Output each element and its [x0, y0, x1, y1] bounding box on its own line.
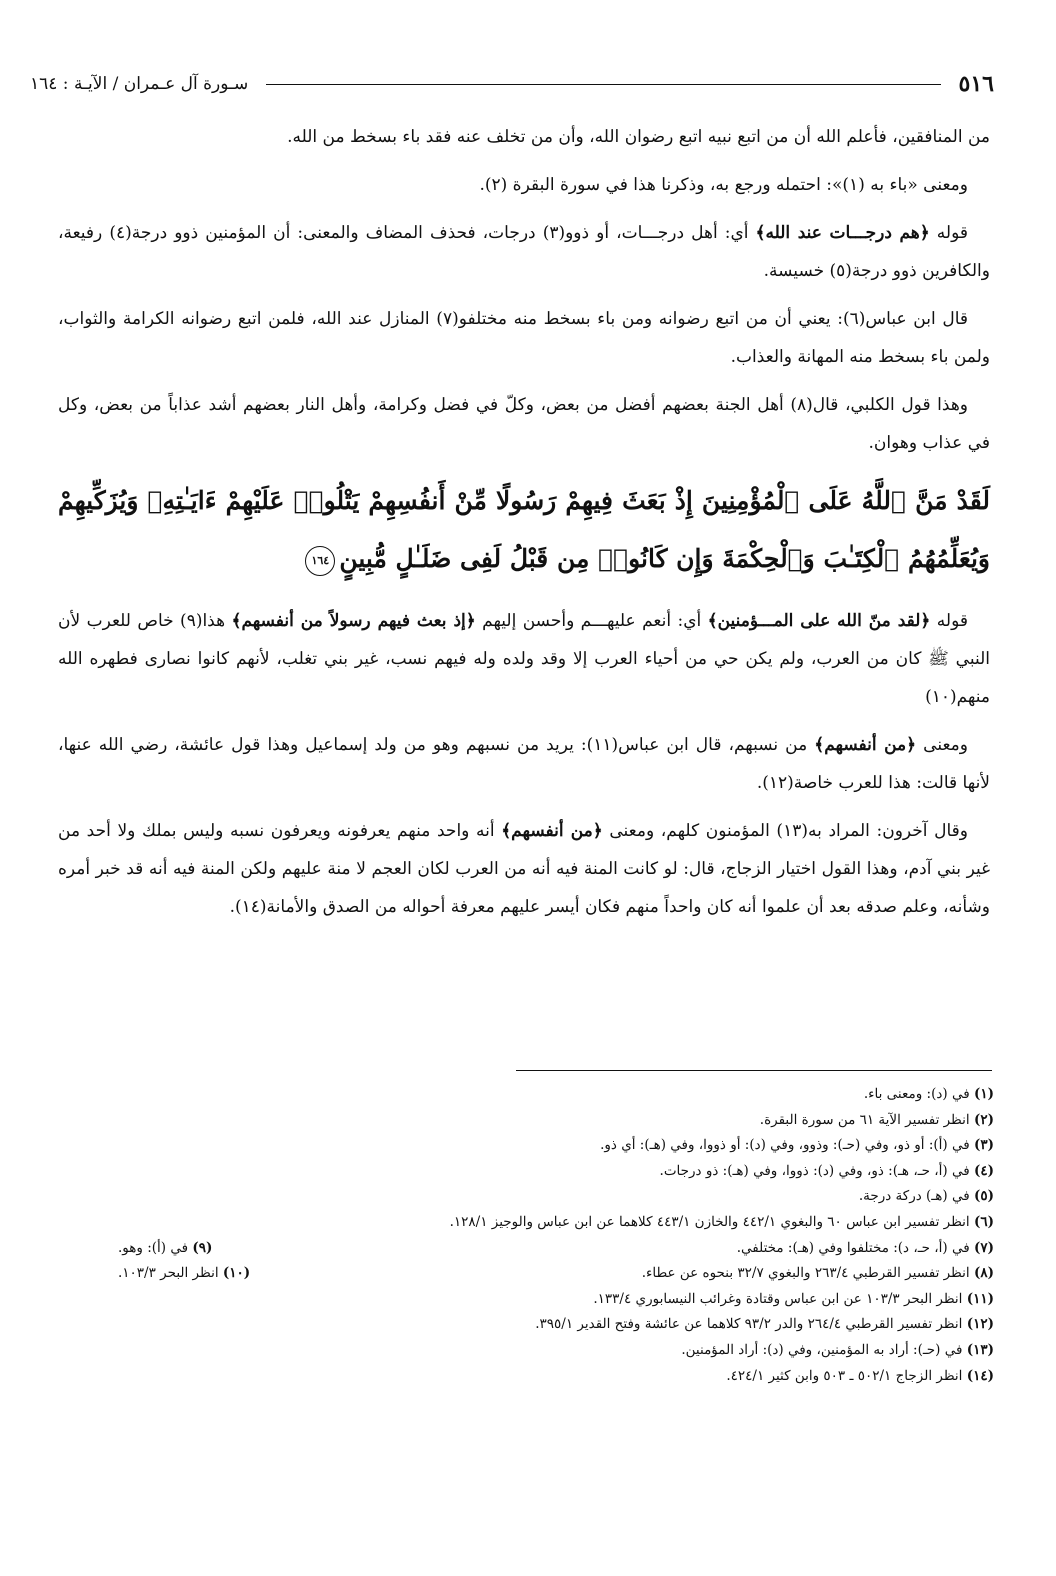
footnote-text: في (أ، حـ، د): مختلفوا وفي (هـ): مختلفي.	[736, 1239, 970, 1256]
footnote	[58, 1312, 994, 1338]
paragraph-8-lead: وقال آخرون: المراد به(١٣) المؤمنون كلهم، ومعنى	[602, 821, 969, 841]
footnote-number: (٦)	[973, 1213, 994, 1230]
header-rule	[266, 84, 940, 85]
paragraph-3-lead: قوله	[929, 223, 968, 243]
footnote	[58, 1338, 994, 1364]
quran-verse	[58, 472, 990, 588]
footnote-number: (١٤)	[966, 1367, 994, 1384]
footnote	[58, 1108, 994, 1134]
paragraph-7	[58, 726, 990, 802]
footnote-text: في (هـ) دركة درجة.	[858, 1188, 970, 1205]
footnote	[58, 1210, 994, 1236]
footnote-text: في (أ): وهو.	[118, 1239, 189, 1256]
footnote	[58, 1364, 994, 1390]
paragraph-6-lead: قوله	[930, 611, 968, 631]
footnote-text: انظر تفسير القرطبي ٢٦٣/٤ والبغوي ٣٢/٧ بنحوه عن عطاء.	[641, 1265, 970, 1282]
footnote-text: انظر تفسير ابن عباس ٦٠ والبغوي ٤٤٢/١ والخازن ٤٤٣/١ كلاهما عن ابن عباس والوجيز ١٢٨/١.	[449, 1213, 970, 1230]
paragraph-7-text: من نسبهم، قال ابن عباس(١١): يريد من نسبهم وهو من ولد إسماعيل وهذا قول عائشة، رضي الله عنها، لأنها قالت: هذا للعرب خاصة(١٢).	[58, 735, 990, 793]
footnote-number: (٥)	[973, 1188, 994, 1205]
running-title: سـورة آل عـمران / الآيـة : ١٦٤	[30, 74, 249, 94]
paragraph-6-mid: أي: أنعم عليهـــم وأحسن إليهم	[475, 611, 708, 631]
footnote	[58, 1159, 994, 1185]
footnote	[58, 1133, 994, 1159]
footnote-number: (٧)	[973, 1239, 994, 1256]
quoted-phrase: ﴿لقد منّ الله على المـــؤمنين﴾	[707, 611, 931, 631]
footnote-number: (٤)	[973, 1162, 994, 1179]
footnote	[58, 1082, 994, 1108]
footnote	[58, 1184, 994, 1210]
footnote-text: انظر الزجاج ٥٠٢/١ ـ ٥٠٣ وابن كثير ٤٢٤/١.	[726, 1367, 963, 1384]
footnotes	[58, 1082, 994, 1389]
footnote-number: (١٠)	[222, 1265, 251, 1282]
paragraph-8-text: أنه واحد منهم يعرفونه ويعرفون نسبه وليس بملك ولا أحد من غير بني آدم، وهذا القول اختيار الزجاج، قال: لو كانت المنة فيه أنه من العرب لكان العجم لا منة عليهم ولكن المنة فيه أنه قد خبر أمره وشأنه، وعلم صدقه بعد أن علموا أنه كان واحداً منهم فكان أيسر عليهم معرفة أحواله من الصدق والأمانة(١٤).	[58, 821, 990, 917]
footnote-number: (١١)	[966, 1290, 994, 1307]
footnote	[58, 1236, 994, 1262]
footnote-number: (١)	[973, 1086, 994, 1102]
paragraph-6	[58, 602, 990, 716]
page-header	[30, 64, 994, 104]
footnote-text: في (د): ومعنى باء.	[863, 1086, 970, 1102]
quran-verse-text: لَقَدْ مَنَّ ٱللَّهُ عَلَى ٱلْمُؤْمِنِينَ إِذْ بَعَثَ فِيهِمْ رَسُولًا مِّنْ أَنفُسِهِمْ يَتْلُوا۟ عَلَيْهِمْ ءَايَـٰتِهِۦ وَيُزَكِّيهِمْ وَيُعَلِّمُهُمُ ٱلْكِتَـٰبَ وَٱلْحِكْمَةَ وَإِن كَانُوا۟ مِن قَبْلُ لَفِى ضَلَـٰلٍ مُّبِينٍ	[58, 486, 990, 573]
footnote-number: (٢)	[973, 1111, 994, 1128]
main-text	[58, 118, 990, 936]
footnote-number: (٨)	[973, 1265, 994, 1282]
paragraph-5: وهذا قول الكلبي، قال(٨) أهل الجنة بعضهم أفضل من بعض، وكلّ في فضل وكرامة، وأهل النار بعضهم أشد عذاباً من بعض، وكل في عذاب وهوان.	[58, 395, 990, 453]
footnote-text: انظر البحر ١٠٣/٣ عن ابن عباس وقتادة وغرائب النيسابوري ١٣٣/٤.	[593, 1290, 963, 1307]
paragraph-3	[58, 214, 990, 290]
footnote-text: انظر تفسير القرطبي ٢٦٤/٤ والدر ٩٣/٢ كلاهما عن عائشة وفتح القدير ٣٩٥/١.	[535, 1316, 963, 1333]
paragraph-1: من المنافقين، فأعلم الله أن من اتبع نبيه اتبع رضوان الله، وأن من تخلف عنه فقد باء بسخط من الله.	[287, 127, 990, 147]
footnote-number: (٣)	[973, 1137, 994, 1154]
footnote-text: انظر البحر ١٠٣/٣.	[118, 1265, 219, 1282]
quoted-phrase: ﴿هم درجـــات عند الله﴾	[755, 223, 930, 243]
quoted-phrase: ﴿من أنفسهم﴾	[501, 821, 603, 841]
footnote-number: (١٣)	[966, 1341, 994, 1358]
paragraph-4: قال ابن عباس(٦): يعني أن من اتبع رضوانه ومن باء بسخط منه مختلفو(٧) المنازل عند الله، فلمن اتبع رضوانه الكرامة والثواب، ولمن باء بسخط منه المهانة والعذاب.	[58, 309, 990, 367]
footnote-number: (١٢)	[966, 1316, 994, 1333]
paragraph-7-lead: ومعنى	[916, 735, 968, 755]
quoted-phrase: ﴿من أنفسهم﴾	[814, 735, 917, 755]
footnote-number: (٩)	[192, 1239, 213, 1256]
quoted-phrase: ﴿إذ بعث فيهم رسولاً من أنفسهم﴾	[231, 611, 476, 631]
verse-number-mark: ١٦٤	[305, 546, 335, 576]
footnote-text: في (أ، حـ، هـ): ذو، وفي (د): ذووا، وفي (هـ): ذو درجات.	[659, 1162, 970, 1179]
page-number: ٥١٦	[958, 71, 994, 97]
paragraph-8	[58, 812, 990, 926]
footnote-separator	[516, 1070, 992, 1071]
footnote	[58, 1261, 994, 1287]
footnote-text: في (أ): أو ذو، وفي (حـ): وذوو، وفي (د): أو ذووا، وفي (هـ): أي ذو.	[600, 1137, 970, 1154]
footnote-text: انظر تفسير الآية ٦١ من سورة البقرة.	[759, 1111, 970, 1128]
paragraph-3-text: أي: أهل درجـــات، أو ذوو(٣) درجات، فحذف المضاف والمعنى: أن المؤمنين ذوو درجة(٤) رفيعة، والكافرين ذوو درجة(٥) خسيسة.	[58, 223, 990, 281]
paragraph-6-text: هذا(٩) خاص للعرب لأن النبي ﷺ كان من العرب، ولم يكن حي من أحياء العرب إلا وقد ولده وله فيهم نسب، غير بني تغلب، لأنهم كانوا نصارى فطهره الله منهم(١٠)	[58, 611, 990, 707]
paragraph-2: ومعنى «باء به (١)»: احتمله ورجع به، وذكرنا هذا في سورة البقرة (٢).	[479, 175, 968, 195]
footnote	[58, 1287, 994, 1313]
footnote-text: في (حـ): أراد به المؤمنين، وفي (د): أراد المؤمنين.	[681, 1341, 963, 1358]
